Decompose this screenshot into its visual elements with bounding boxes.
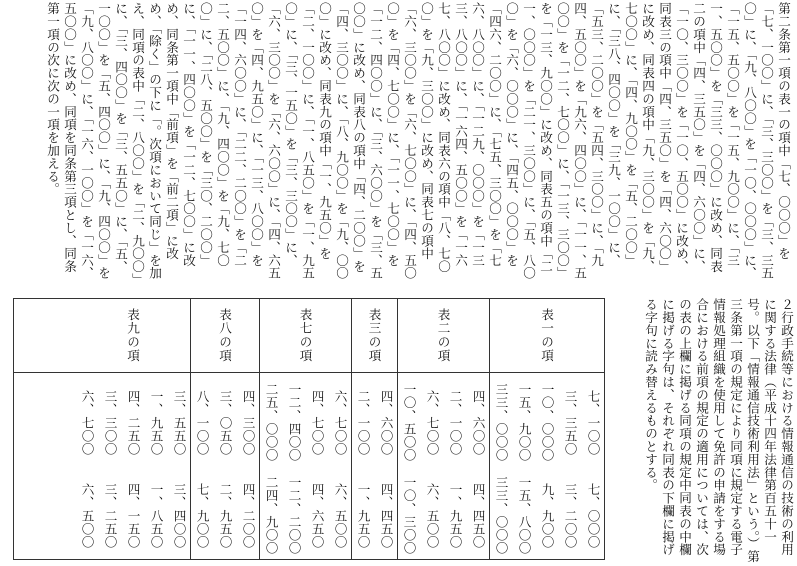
table-group-header-label: 表二の項 [435,308,451,363]
table-column [397,373,420,559]
table-cell-middle: 四、三〇〇 [240,389,256,456]
table-cell-middle: 三、三〇〇 [102,389,118,456]
table-column [236,373,259,559]
table-cell-middle: 三、〇五〇 [217,389,233,456]
table-cell-lower: 三三、〇〇〇 [493,476,509,555]
table-cell-lower: 一〇、三〇〇 [401,476,417,555]
table-cell-middle: 一、九五〇 [148,389,164,456]
table-cell-middle: 三、五五〇 [171,389,187,456]
table-cell-lower: 一二、二〇〇 [286,476,302,555]
table-cell-middle: 一五、九〇〇 [516,383,532,462]
table-cell-middle: 二、一〇〇 [447,389,463,456]
table-cell-lower: 四、二〇〇 [240,482,256,549]
paragraph-2-body: 行政手続等における情報通信の技術の利用に関する法律（平成十四年法律第百五十一号。以下「情報通信技術利用法」という。）第三条第一項の規定により同項に規定する電子情報処理組織を使用して免許の申請をする場合における前項の規定の適用については、次の表の上欄に掲げる同項の規定中同表の中欄に掲げる字句は、それぞれ同表の下欄に掲げる字句に読み替えるものとする。 [643,298,794,563]
table-cell-middle: 一〇、五〇〇 [401,383,417,462]
table-cell-lower: 四、一五〇 [125,482,141,549]
table-cell-lower: 九、九〇〇 [539,482,555,549]
group-divider [489,299,490,559]
table-cell-middle: 一二、四〇〇 [286,383,302,462]
table-cell-middle: 七、一〇〇 [585,389,601,456]
table-group-header [351,299,397,372]
table-column [535,373,558,559]
table-column [351,373,374,559]
table-column [190,373,213,559]
table-column [259,373,282,559]
table-column [121,373,144,559]
table-column [328,373,351,559]
table-column [213,373,236,559]
table-column [420,373,443,559]
table-column [374,373,397,559]
table-column [305,373,328,559]
table-cell-middle: 一〇、〇〇〇 [539,383,555,462]
amendment-text: 第二条第一項の表一の項中「七、〇〇〇」を「七、一〇〇」に、「三、三〇〇」を「三、三五〇」に、「九、八〇〇」を「一〇、〇〇〇」に、「一五、五〇〇」を「一五、九〇〇」に、「三一、五〇〇」を「三三、〇〇〇」に改め、同表二の項中「四、三五〇」を「四、六〇〇」に、「一〇、三〇〇」を「一〇、五〇〇」に改め、同表三の項中「四、三五〇」を「四、六〇〇」に改め、同表四の項中「九、三〇〇」を「九、七〇〇」に、「四、九〇〇」を「五、二〇〇」に、「三八、四〇〇」を「三九、一〇〇」に、「五三、二〇〇」を「五四、三〇〇」に、「九四、五〇〇」を「九六、四〇〇」に、「一一、五〇〇」を「一二、七〇〇」に、「一三、三〇〇」を「一三、九〇〇」に改め、同表五の項中「二一、〇〇〇」を「二一、三〇〇」に、「五、八〇〇」を「六、〇〇〇」に、「四五、〇〇〇」を「四六、二〇〇」に、「七五、三〇〇」を「七六、八〇〇」に、「一二九、〇〇〇」を「一三三、八〇〇」に、「一六四、五〇〇」を「一六七、八〇〇」に改め、同表六の項中「八、七〇〇」を「九、三〇〇」に改め、同表七の項中「六、三〇〇」を「六、七〇〇」に、「四、五〇〇」を「四、七〇〇」に、「一一、七〇〇」を「一二、四〇〇」に、「三、六〇〇」を「三、五〇〇」に改め、同表八の項中「四、二〇〇」を「四、三〇〇」に、「八、九〇〇」を「九、〇〇〇」に改め、同表九の項中「一、九五〇」を「二、一〇〇」に、「一、八五〇」を「一、九五〇」に、「三、一五〇」を「三、三〇〇」に、「六、三〇〇」を「六、六〇〇」に、「四、六五〇」を「四、九五〇」に、「一三、八〇〇」を「一四、六〇〇」に、「二二、二〇〇」を「二二、五〇〇」に、「九、四〇〇」を「九、七〇〇」に、「二八、五〇〇」を「三〇、二〇〇」に、「一一、四〇〇」を「一二、七〇〇」に改め、同条第一項中「前項」を「前二項」に改め、「除く」の下に「。次項において同じ」を加え、同項の表中「二、八〇〇」を「二、九〇〇」に、「三、四〇〇」を「三、五五〇」に、「五、一〇〇」を「五、四〇〇」に、「九、四〇〇」を「九、八〇〇」に、「一六、一〇〇」を「一六、五〇〇」に改め、同項を同条第三項とし、同条第一項の次に次の一項を加える。 [45,2,791,280]
group-divider [351,299,352,559]
table-cell-lower: 六、五〇〇 [79,482,95,549]
table-cell-middle: 四、六〇〇 [378,389,394,456]
table-cell-lower: 一、九五〇 [447,482,463,549]
table-cell-middle: 二五、〇〇〇 [263,383,279,462]
table-cell-middle: 三、三五〇 [562,389,578,456]
table-cell-lower: 四、六五〇 [309,482,325,549]
paragraph-number: ２ [779,298,794,311]
table-cell-middle: 四、七〇〇 [309,389,325,456]
table-column [98,373,121,559]
table-cell-lower: 七、〇〇〇 [585,482,601,549]
table-group-header-label: 表八の項 [217,308,232,363]
table-group-header [259,299,351,372]
table-cell-middle: 三三、〇〇〇 [493,383,509,462]
table-column [466,373,489,559]
table-cell-lower: 三、二〇〇 [562,482,578,549]
group-divider [190,299,191,559]
table-cell-lower: 二四、九〇〇 [263,476,279,555]
group-divider [259,299,260,559]
table-cell-middle: 八、一〇〇 [194,389,210,456]
table-cell-lower: 六、五〇〇 [332,482,348,549]
table-cell-lower: 六、五〇〇 [424,482,440,549]
group-divider [397,299,398,559]
table-cell-lower: 三、二五〇 [102,482,118,549]
table-column [144,373,167,559]
table-cell-lower: 二、九五〇 [217,482,233,549]
table-cell-middle: 二、一〇〇 [355,389,371,456]
table-column [75,373,98,559]
table-group-header [489,299,604,372]
table-column [512,373,535,559]
table-cell-middle: 六、七〇〇 [424,389,440,456]
table-cell-lower: 三、四〇〇 [171,482,187,549]
table-column [282,373,305,559]
table-cell-middle: 六、七〇〇 [332,389,348,456]
table-group-header-label: 表九の項 [125,308,140,363]
table-group-header [397,299,489,372]
table-cell-lower: 四、四五〇 [470,482,486,549]
replacement-table [13,298,605,560]
table-column [581,373,604,559]
table-group-header-label: 表七の項 [297,308,313,363]
table-cell-middle: 四、六〇〇 [470,389,486,456]
table-group-header-label: 表一の項 [539,308,554,363]
table-column [489,373,512,559]
table-group-header [75,299,190,372]
paragraph-2 [613,298,795,564]
table-cell-middle: 四、二五〇 [125,389,141,456]
table-cell-lower: 七、九〇〇 [194,482,210,549]
table-column [167,373,190,559]
table-cell-middle: 六、七〇〇 [79,389,95,456]
table-group-header [190,299,259,372]
table-column [443,373,466,559]
table-group-header-label: 表三の項 [366,308,382,363]
table-cell-lower: 一五、八〇〇 [516,476,532,555]
table-cell-lower: 四、四五〇 [378,482,394,549]
table-cell-lower: 一、八五〇 [148,482,164,549]
table-cell-lower: 一、九五〇 [355,482,371,549]
table-column [558,373,581,559]
